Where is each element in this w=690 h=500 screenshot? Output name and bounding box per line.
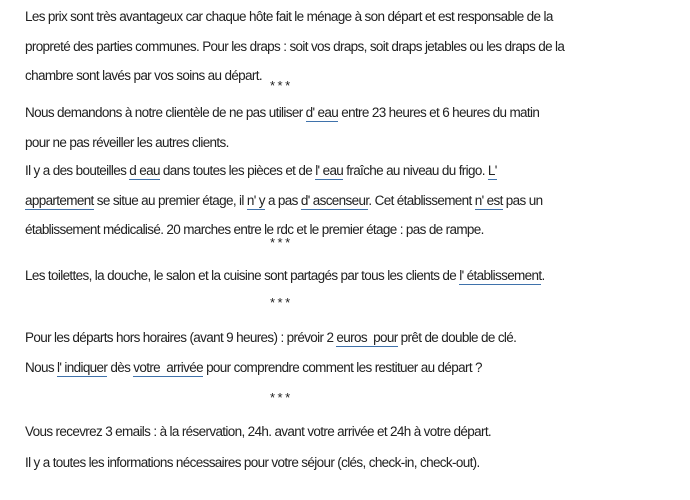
text-run: Les toilettes, la douche, le salon et la cuisine sont partagés par tous les clients de [25, 268, 460, 283]
text-run: Il y a toutes les informations nécessaires pour votre séjour (clés, check-in, check-out). [25, 455, 480, 470]
section-separator: *** [270, 295, 293, 310]
underlined-term[interactable]: L' [487, 163, 497, 178]
text-run: pour ne pas réveiller les autres clients. [25, 134, 229, 150]
underlined-term[interactable]: d' eau [305, 105, 339, 120]
paragraph-line [25, 261, 680, 291]
paragraph-line [25, 448, 680, 478]
underlined-term[interactable]: n' est [474, 192, 503, 208]
paragraph [25, 417, 680, 447]
paragraph-line [25, 156, 680, 186]
paragraph-line [25, 353, 680, 383]
text-run: Pour les départs hors horaires (avant 9 heures) : prévoir 2 [25, 330, 337, 345]
underlined-term[interactable]: votre arrivée [133, 360, 203, 375]
text-run: Les prix sont très avantageux car chaque hôte fait le ménage à son départ et est responsable de la [25, 9, 553, 24]
text-run: entre 23 heures et 6 heures du matin [338, 105, 540, 120]
text-run: Nous demandons à notre clientèle de ne pas utiliser [25, 105, 306, 120]
text-run: Il y a des bouteilles [25, 163, 130, 178]
paragraph-line [25, 32, 680, 62]
section-separator: *** [270, 78, 293, 93]
text-run: fraîche au niveau du frigo. [343, 163, 488, 178]
paragraph-line [25, 417, 680, 447]
underlined-term[interactable]: d' ascenseur [300, 192, 369, 208]
paragraph-line [25, 2, 680, 32]
text-run: . [541, 268, 545, 283]
paragraph-line [25, 98, 680, 128]
text-run: pas un [502, 192, 543, 208]
section-separator: *** [270, 390, 293, 405]
text-run: Vous recevrez 3 emails : à la réservation, 24h. avant votre arrivée et 24h à votre départ. [25, 424, 492, 439]
paragraph [25, 353, 680, 383]
text-run: dans toutes les pièces et de [159, 163, 316, 178]
text-run: . Cet établissement [368, 192, 475, 208]
paragraph-line [25, 128, 680, 158]
text-run: prêt de double de clé. [397, 330, 517, 345]
paragraph [25, 98, 680, 157]
underlined-term[interactable]: euros pour [336, 330, 398, 345]
text-run: dès [107, 360, 134, 375]
text-run: se situe au premier étage, il [93, 192, 247, 208]
text-run: a pas [264, 192, 301, 208]
text-run: établissement médicalisé. 20 marches entre le rdc et le premier étage : pas de rampe. [25, 222, 484, 237]
text-run: Nous [25, 360, 58, 375]
paragraph [25, 448, 680, 478]
text-run: chambre sont lavés par vos soins au départ. [25, 68, 262, 83]
text-run: propreté des parties communes. Pour les draps : soit vos draps, soit draps jetables ou les draps de la [25, 38, 565, 54]
paragraph [25, 323, 680, 353]
paragraph [25, 261, 680, 291]
underlined-term[interactable]: l' indiquer [57, 360, 108, 375]
underlined-term[interactable]: l' établissement [459, 268, 542, 283]
paragraph-line [25, 323, 680, 353]
underlined-term[interactable]: appartement [25, 192, 94, 208]
text-run: pour comprendre comment les restituer au départ ? [202, 360, 482, 375]
underlined-term[interactable]: l' eau [315, 163, 344, 178]
section-separator: *** [270, 235, 293, 250]
paragraph-line [25, 186, 680, 216]
underlined-term[interactable]: n' y [246, 192, 265, 208]
underlined-term[interactable]: d eau [129, 163, 160, 178]
